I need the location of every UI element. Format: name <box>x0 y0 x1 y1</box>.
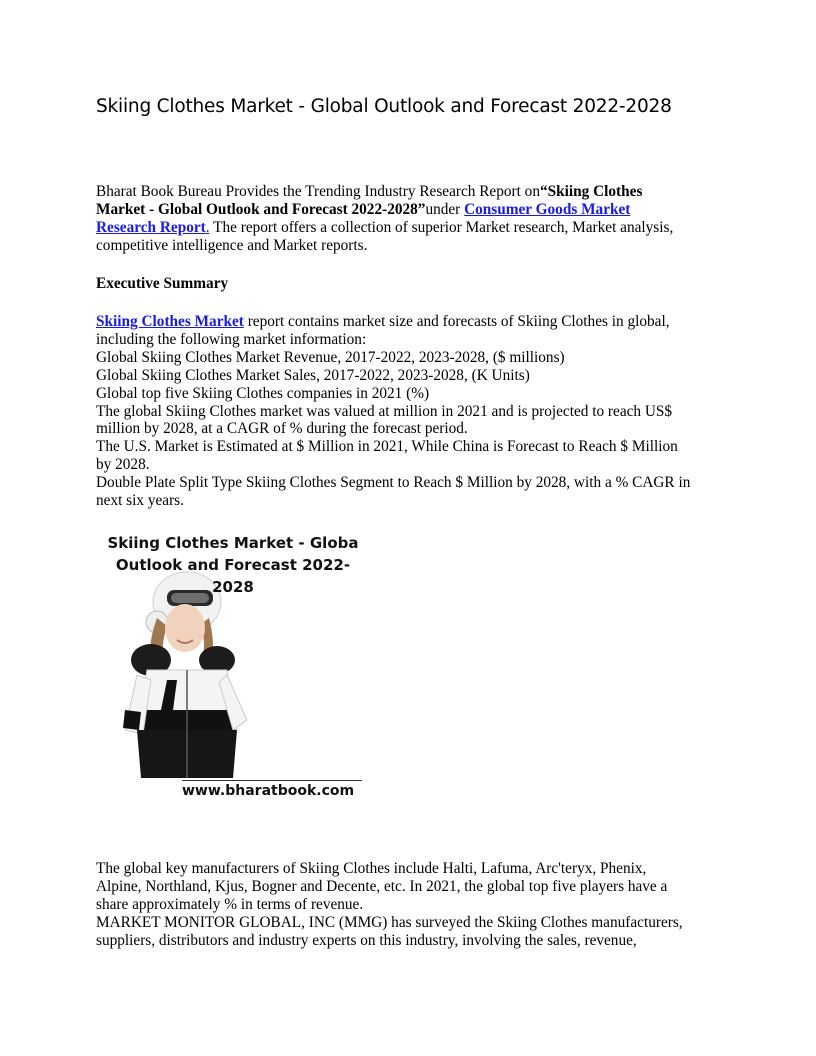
manufacturers-line-5: suppliers, distributors and industry experts on this industry, involving the sales, revenue, <box>96 931 637 949</box>
intro-line-4: competitive intelligence and Market reports. <box>96 236 368 254</box>
manufacturers-line-4: MARKET MONITOR GLOBAL, INC (MMG) has surveyed the Skiing Clothes manufacturers, <box>96 913 683 931</box>
intro-line-3 <box>96 219 736 237</box>
summary-line-2: including the following market information: <box>96 330 367 348</box>
intro-line-2 <box>96 201 736 219</box>
consumer-goods-link-cont[interactable]: Research Report <box>96 218 206 236</box>
summary-line-8: The U.S. Market is Estimated at $ Million in 2021, While China is Forecast to Reach $ Million <box>96 438 678 456</box>
cover-headline-line-2: Outlook and Forecast 2022- <box>115 556 351 574</box>
cover-url: www.bharatbook.com <box>182 783 355 799</box>
summary-line-11: next six years. <box>96 492 184 510</box>
report-cover-image <box>97 530 369 804</box>
intro-line-1 <box>96 183 736 201</box>
summary-line-10: Double Plate Split Type Skiing Clothes Segment to Reach $ Million by 2028, with a % CAGR in <box>96 474 691 492</box>
manufacturers-paragraph <box>96 860 736 950</box>
manufacturers-line-1: The global key manufacturers of Skiing Clothes include Halti, Lafuma, Arc'teryx, Phenix, <box>96 860 647 877</box>
intro-paragraph <box>96 183 736 255</box>
consumer-goods-link[interactable]: Consumer Goods Market <box>464 200 631 218</box>
summary-line-1 <box>96 313 736 331</box>
summary-paragraph <box>96 313 736 510</box>
summary-line-1-rest: report contains market size and forecasts of Skiing Clothes in global, <box>243 313 670 330</box>
cover-headline-line-1: Skiing Clothes Market - Globa <box>107 534 359 552</box>
manufacturers-line-3: share approximately % in terms of revenue. <box>96 895 364 913</box>
report-title-bold-cont: Market - Global Outlook and Forecast 2022-2028” <box>96 200 426 218</box>
summary-line-5: Global top five Skiing Clothes companies in 2021 (%) <box>96 384 430 402</box>
summary-line-4: Global Skiing Clothes Market Sales, 2017-2022, 2023-2028, (K Units) <box>96 366 530 384</box>
summary-line-7: million by 2028, at a CAGR of % during the forecast period. <box>96 420 468 438</box>
skiing-clothes-market-link[interactable]: Skiing Clothes Market <box>96 313 244 330</box>
summary-line-9: by 2028. <box>96 456 150 474</box>
summary-line-6: The global Skiing Clothes market was valued at million in 2021 and is projected to reach US$ <box>96 402 673 420</box>
cover-headline-line-3: 2028 <box>212 578 254 596</box>
cover-headline <box>97 532 369 598</box>
cover-divider <box>182 780 362 781</box>
intro-text: Bharat Book Bureau Provides the Trending Industry Research Report on <box>96 183 540 200</box>
consumer-goods-link-period[interactable]: . <box>205 218 210 236</box>
report-title-bold: “Skiing Clothes <box>539 183 643 200</box>
executive-summary-label: Executive Summary <box>96 275 229 292</box>
executive-summary-heading <box>96 275 736 293</box>
summary-line-3: Global Skiing Clothes Market Revenue, 2017-2022, 2023-2028, ($ millions) <box>96 348 565 366</box>
intro-under-text: under <box>425 200 465 218</box>
intro-after-link: The report offers a collection of superior Market research, Market analysis, <box>209 218 674 236</box>
manufacturers-line-2: Alpine, Northland, Kjus, Bogner and Decente, etc. In 2021, the global top five players have a <box>96 877 668 895</box>
page-title: Skiing Clothes Market - Global Outlook and Forecast 2022-2028 <box>96 96 672 117</box>
